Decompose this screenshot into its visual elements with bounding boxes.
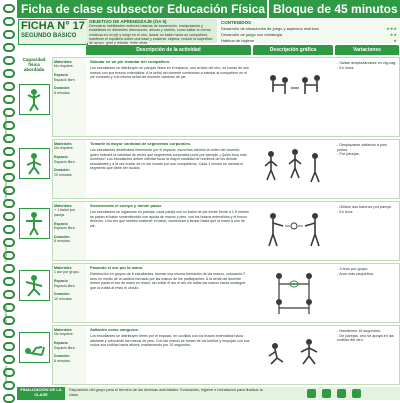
contents-title: CONTENIDOS <box>221 20 252 25</box>
contents-item-label: Hábitos de higiene <box>221 38 255 43</box>
block-duration-title: Bloque de 45 minutos <box>269 0 400 18</box>
space-title: Espacio <box>54 155 68 160</box>
materials-value: No requiere. <box>54 146 74 151</box>
row-1-side-label: Calentamiento <box>3 114 8 140</box>
row-2-variants: - Desplazarse saltando a pies juntos. - Por parejas. <box>337 143 388 157</box>
space-value: Espacio libre. <box>54 283 76 288</box>
objective-title: OBJETIVO DE APRENDIZAJE <box>89 19 153 24</box>
duration-title: Duración <box>54 234 70 239</box>
duration-value: 8 minutos. <box>54 358 71 363</box>
activity-text: Los estudiantes distribuidos libremente por el espacio, escuchan atentos la orden del docente, quien indicará la cantidad de veces que segmentos corporales pone por ejemplo ¿Quién toca más hombros? Los estudiantes deben intentar tocar la mayor cantidad de hombros de los demás estudiantes y a la vez cuidar de no ser tocado por sus compañeros. Cada 1 minuto se cambia el segmento que debe ser tocado. <box>90 148 247 171</box>
row-5-materials <box>53 326 86 384</box>
contents-item <box>221 38 397 44</box>
row-3-variants: - Utilizar dos balones por pareja. - En tríos. <box>337 205 392 214</box>
row-2-side-label: Desarrollo <box>3 181 8 200</box>
soap-icon <box>322 389 331 398</box>
duration-title: Duración <box>54 86 70 91</box>
duration-value: 10 minutos. <box>54 172 73 177</box>
binding-ring <box>3 43 15 52</box>
space-value: Espacio libre. <box>54 345 76 350</box>
capacity-label: Capacidad física abordada <box>22 57 46 72</box>
towel-icon <box>352 389 361 398</box>
duration-value: 8 minutos. <box>54 90 71 95</box>
row-1-variants: - Saltan desplazándose en zig-zag. - En línea. <box>337 61 397 70</box>
activity-title: Saltando como canguros. <box>90 327 139 332</box>
activity-row <box>52 57 400 137</box>
row-1-materials <box>53 58 86 136</box>
row-5-variants: - Mantienen 15 segundos. - De parejas, uno se apoya en las rodillas del otro. <box>337 329 394 343</box>
row-3-side-label: Desarrollo <box>3 243 8 262</box>
materials-value: No requiere. <box>54 64 74 69</box>
ficha-level: SEGUNDO BASICO <box>21 33 77 39</box>
ficha-badge <box>18 19 88 45</box>
activity-title: Saludar en un pie levantar del compañero. <box>90 59 171 64</box>
row-2-illustration-icon <box>19 148 50 179</box>
activity-title: Pasando el aro por la mano. <box>90 265 144 270</box>
activity-row <box>52 201 400 261</box>
space-value: Espacio libre. <box>54 77 76 82</box>
space-value: Espacio libre. <box>54 226 76 231</box>
duration-value: 8 minutos. <box>54 239 71 244</box>
trophy-icon <box>307 389 316 398</box>
contents-item-label: Desarrollo de situaciones de juego y aspectos motrices <box>221 26 319 31</box>
materials-title: Materiales <box>54 142 72 146</box>
binding-ring <box>3 4 15 13</box>
duration-title: Duración <box>54 168 70 173</box>
row-1-description <box>87 58 253 136</box>
activity-row <box>52 325 400 385</box>
row-5-description <box>87 326 253 384</box>
contents-item-mark: ★★ <box>389 32 397 37</box>
contents-item-mark: ★★★ <box>386 26 397 31</box>
binding-ring <box>3 30 15 39</box>
materials-value: 1 aro por grupo. <box>54 270 80 275</box>
duration-title: Duración <box>54 354 70 359</box>
closing-text: Disposición del grupo para el término de las diversas actividades. Evaluación, higiene e hidratación para finalizar la clase. <box>69 388 263 397</box>
column-header-variants: Variaciones <box>335 45 399 55</box>
row-3-illustration-icon <box>19 208 50 239</box>
objective-code: (OA 9) <box>153 19 167 24</box>
materials-title: Materiales <box>54 204 72 208</box>
card-title: Ficha de clase subsector Educación Física <box>17 0 267 18</box>
activity-row <box>52 139 400 199</box>
duration-value: 10 minutos. <box>54 296 73 301</box>
closing-label: FINALIZACIÓN DE LA CLASE <box>17 387 65 400</box>
column-header-activity: Descripción de la actividad <box>86 45 251 55</box>
materials-value: No requiere. <box>54 332 74 337</box>
space-title: Espacio <box>54 73 68 78</box>
ficha-number: FICHA N° 17 <box>21 20 85 32</box>
space-title: Espacio <box>54 279 68 284</box>
row-3-graphic <box>253 202 335 260</box>
binding-ring <box>3 394 15 403</box>
activity-text: Distribución en grupos de 6 estudiantes, forman una misma formación de las manos, colocando 2 aros en medio de la cadena formado por las manos de los participantes. A la señal del docente deben pasar el aro de mano en mano, sin soltar el aro el aro sin soltar las manos hasta conseguir que la vuelta al resto el circulo. <box>90 272 246 290</box>
row-2-description <box>87 140 253 198</box>
row-4-materials <box>53 264 86 322</box>
materials-title: Materiales <box>54 328 72 332</box>
space-title: Espacio <box>54 221 68 226</box>
row-4-side-label: Desarrollo <box>3 305 8 324</box>
objective-text: Demostrar habilidades motrices básicas de locomoción, manipulación y estabilidad en diferentes direcciones, alturas y niveles, como saltar en forma continua en un pie y luego en el otro, lanzar un balón hacia un compañero, mantener el equilibrio sobre una base y sostener objetos, reducir la superficie de apoyo, girar y rebotar, entre otras. <box>89 24 213 46</box>
space-value: Espacio libre. <box>54 159 76 164</box>
row-4-illustration-icon <box>19 270 50 301</box>
materials-value: + 1 balón por pareja. <box>54 208 76 217</box>
binding-ring <box>3 17 15 26</box>
row-1-illustration-icon <box>19 84 50 115</box>
row-3-materials <box>53 202 86 260</box>
activity-text: Los estudiantes se distribuyen en parejas libres en el espacio, uno al lado del otro, se toman de sus manos con sus brazos extendidos. A la señal del docente comienzan a saludar al compañero en el pie contrario y a la misma señal del docente cambian de pie. <box>90 66 249 80</box>
contents-block <box>218 19 400 43</box>
row-2-materials <box>53 140 86 198</box>
row-2-graphic <box>253 140 335 198</box>
materials-title: Materiales <box>54 266 72 270</box>
contents-item-label: Desarrollo de juego con estrategia <box>221 32 282 37</box>
row-4-graphic <box>253 264 335 322</box>
row-4-variants: - 3 aros por grupo. - Aros más pequeños. <box>337 267 374 276</box>
duration-title: Duración <box>54 292 70 297</box>
row-3-description <box>87 202 253 260</box>
row-1-graphic <box>253 58 335 136</box>
activity-row <box>52 263 400 323</box>
row-5-side-label: Desarrollo <box>3 365 8 384</box>
row-5-illustration-icon <box>19 332 50 363</box>
contents-item-mark: ★ <box>393 38 397 43</box>
activity-text: Los estudiantes se distribuyen libres por el espacio, en cuclillas con los brazos extendidos hacia adelante y colocando las manos de pies. Con las manos se toman de los tobillos y empujan con sus codos sus rodillas hacia afuera, manteniendo por 10 segundos. <box>90 334 250 348</box>
column-header-graphic: Descripción gráfica <box>253 45 333 55</box>
materials-title: Materiales <box>54 60 72 64</box>
water-bottle-icon <box>337 389 346 398</box>
closing-section <box>17 387 400 400</box>
space-title: Espacio <box>54 341 68 346</box>
activity-title: Tomarle la mayor cantidad de segmentos corporales. <box>90 141 192 146</box>
objective-block <box>87 19 217 46</box>
activity-title: Sosteniendo el cuerpo y donde pasar. <box>90 203 163 208</box>
activity-text: Los estudiantes se organizan en parejas, cada pareja con su balón de pie frente frente a 1,5 metros se pasan el balón sosteniéndolo con ayuda de manos y pies, con los brazos extendidos y el tronco derecho. Una vez que reciben sostener el balón, comienzan a lanzar hasta que la mano a uno de pie. <box>90 210 249 228</box>
row-5-graphic <box>253 326 335 384</box>
row-4-description <box>87 264 253 322</box>
